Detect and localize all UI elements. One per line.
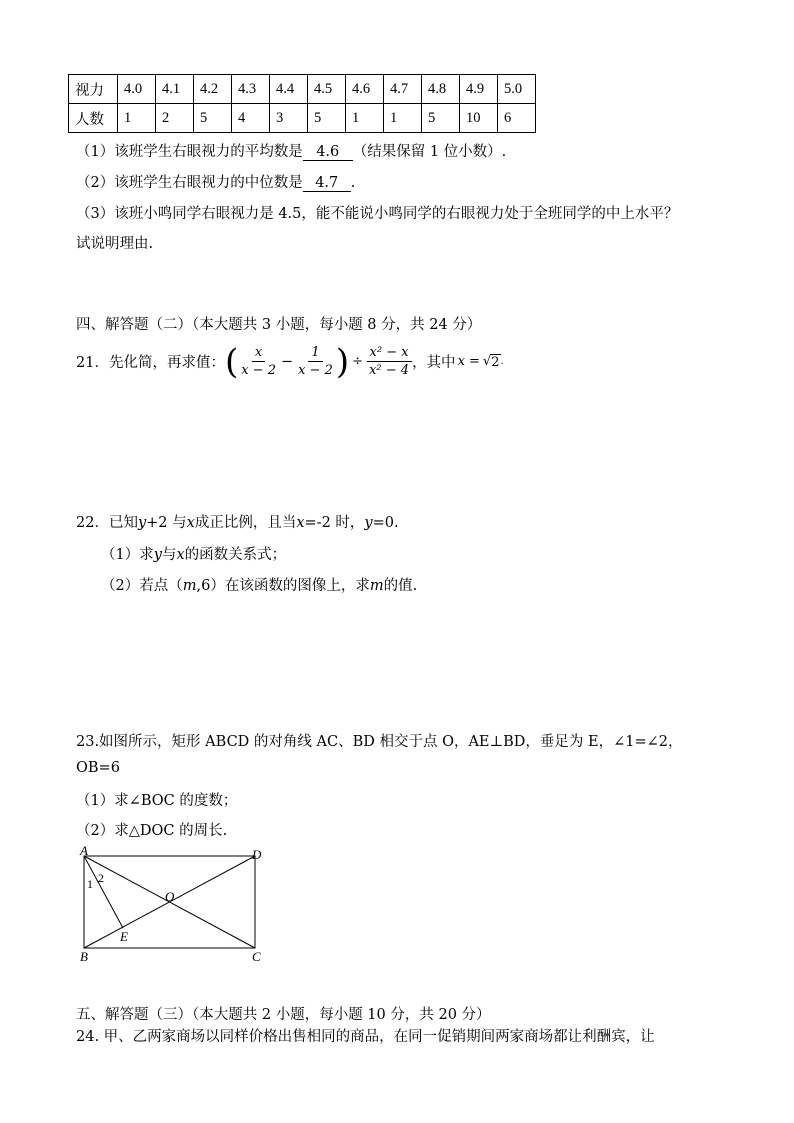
fraction-3-numerator: x² − x [367,344,412,362]
var-y: y [153,547,162,563]
label-a: A [80,843,88,858]
label-e: E [120,929,128,944]
table-cell: 5.0 [498,75,536,104]
table-header-count: 人数 [69,104,118,133]
right-paren: ) [335,341,350,382]
q21-end: . [500,356,504,367]
var-m: m [369,578,384,594]
q22-text: 成正比例，且当 [194,515,297,531]
q22-text: 的值. [383,578,418,594]
fraction-2 [295,344,336,379]
q22-line1 [76,511,399,532]
table-cell: 10 [460,104,498,133]
left-paren: ( [224,341,239,382]
table-cell: 4.1 [156,75,194,104]
q21-x-equals: x = [457,354,480,369]
q21-text: 21．先化简，再求值： [76,355,225,371]
q20-part3-line1: （3）该班小鸣同学右眼视力是 4.5，能不能说小鸣同学的右眼视力处于全班同学的中上水平？ [76,206,679,222]
table-cell: 1 [118,104,156,133]
fraction-1 [238,344,279,379]
var-x: x [186,515,195,531]
q21-where: ，其中 [412,355,456,371]
table-cell: 6 [498,104,536,133]
rectangle-figure [70,840,280,970]
section5-title: 五、解答题（三）（本大题共 2 小题，每小题 10 分，共 20 分） [76,1007,491,1023]
table-cell: 5 [422,104,460,133]
label-c: C [252,949,261,964]
q22-text: =0. [372,515,399,531]
q22-text: （1）求 [101,547,154,563]
table-cell: 1 [346,104,384,133]
division-sign: ÷ [352,354,364,369]
table-cell: 5 [308,104,346,133]
table-header-vision: 视力 [69,75,118,104]
fraction-3 [366,344,412,379]
table-cell: 4.8 [422,75,460,104]
q23-line1: 23.如图所示，矩形 ABCD 的对角线 AC、BD 相交于点 O，AE⊥BD，垂足为 E，∠1=∠2， [76,734,683,750]
table-cell: 4.7 [384,75,422,104]
section4-title: 四、解答题（二）（本大题共 3 小题，每小题 8 分，共 24 分） [76,317,482,333]
q23-part2: （2）求△DOC 的周长. [76,823,228,839]
table-cell: 4.5 [308,75,346,104]
table-cell: 4.0 [118,75,156,104]
q22-part1 [101,543,286,564]
label-angle-1: 1 [87,877,93,891]
q22-text: （2）若点（ [101,578,183,594]
table-cell: 5 [194,104,232,133]
q23-line2: OB=6 [76,760,120,776]
table-cell: 4.6 [346,75,384,104]
var-m: m [182,578,197,594]
q20-part1-text: （1）该班学生右眼视力的平均数是 [76,144,303,160]
q23-part1: （1）求∠BOC 的度数； [76,793,238,809]
q20-part1 [76,140,506,161]
var-x: x [296,515,305,531]
q22-text: =-2 时， [304,515,365,531]
q21 [76,341,504,382]
table-row-vision [69,75,536,104]
label-d: D [252,847,262,862]
q20-part2-answer: 4.7 [303,175,351,192]
var-y: y [137,515,147,531]
table-row-count [69,104,536,133]
sqrt-value: 2 [491,354,500,370]
q22-text: 22．已知 [76,515,138,531]
var-y: y [364,515,373,531]
q20-part1-answer: 4.6 [303,144,353,161]
table-cell: 3 [270,104,308,133]
q20-part2-text: （2）该班学生右眼视力的中位数是 [76,175,303,191]
q20-part3-line2: 试说明理由. [76,236,154,252]
q20-part2 [76,171,355,192]
table-cell: 4.3 [232,75,270,104]
fraction-1-numerator: x [252,344,265,362]
table-cell: 4.2 [194,75,232,104]
q22-part2 [101,574,417,595]
table-cell: 4.4 [270,75,308,104]
q22-text: ,6）在该函数的图像上，求 [196,578,370,594]
label-angle-2: 2 [98,871,104,885]
vision-table [68,74,536,133]
q22-text: 的函数关系式； [184,547,287,563]
table-cell: 4.9 [460,75,498,104]
fraction-1-denominator: x − 2 [241,363,276,378]
minus-sign: − [280,353,294,370]
label-b: B [80,949,88,964]
label-o: O [165,889,175,904]
fraction-2-numerator: 1 [308,344,322,362]
q20-part2-end: . [350,175,356,191]
q22-text: +2 与 [146,515,187,531]
q24-line1: 24. 甲、乙两家商场以同样价格出售相同的商品，在同一促销期间两家商场都让利酬宾，让 [76,1029,655,1045]
q22-text: 与 [161,547,177,563]
sqrt-icon: √ [482,354,492,369]
table-cell: 2 [156,104,194,133]
q20-part1-note: （结果保留 1 位小数）. [352,144,507,160]
fraction-3-denominator: x² − 4 [369,363,410,378]
var-x: x [176,547,185,563]
table-cell: 1 [384,104,422,133]
table-cell: 4 [232,104,270,133]
fraction-2-denominator: x − 2 [298,363,333,378]
